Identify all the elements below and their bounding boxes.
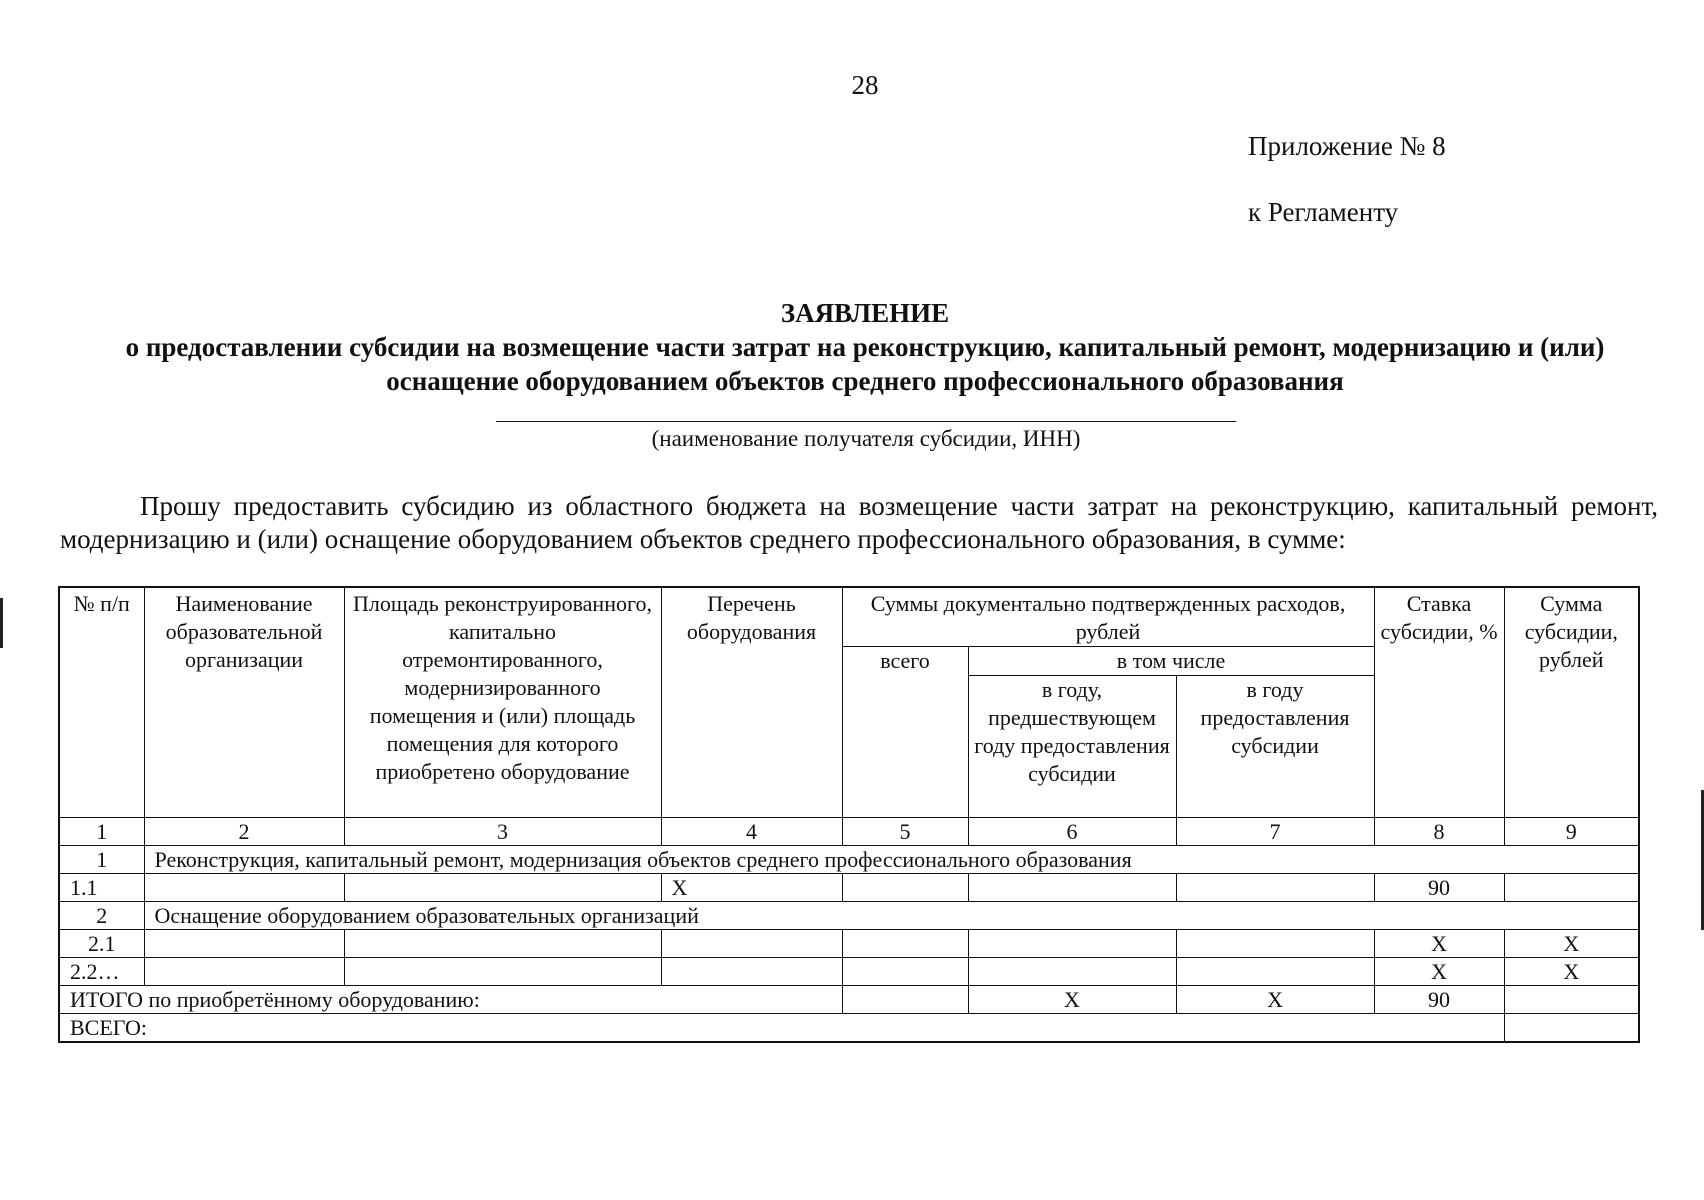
cell-org-name[interactable] [144, 958, 344, 986]
header-num: № п/п [59, 587, 144, 818]
cell-amount[interactable] [1504, 874, 1639, 902]
subsidy-table [58, 586, 1640, 1043]
header-including: в том числе [968, 647, 1374, 676]
cell-org-name[interactable] [144, 874, 344, 902]
title-heading: ЗАЯВЛЕНИЕ [780, 298, 950, 328]
cell-amount: X [1504, 930, 1639, 958]
header-total: всего [842, 647, 968, 818]
header-org-name: Наименование образовательной организации [144, 587, 344, 818]
row-number: 2.1 [59, 930, 144, 958]
section-row-reconstruction [59, 846, 1639, 874]
section-label: Оснащение оборудованием образовательных организаций [144, 902, 1639, 930]
header-rate: Ставка субсидии, % [1374, 587, 1504, 818]
table-row-2-2 [59, 958, 1639, 986]
cell-grant-year[interactable] [1176, 930, 1374, 958]
column-number: 1 [59, 818, 144, 846]
appendix-reference: к Регламенту [1248, 197, 1399, 227]
title-subtitle: о предоставлении субсидии на возмещение части затрат на реконструкцию, капитальный ремонт, модернизацию и (или) оснащение оборудованием объектов среднего профессионального образования [125, 332, 1605, 396]
request-paragraph: Прошу предоставить субсидию из областного бюджета на возмещение части затрат на реконструкцию, капитальный ремонт, модернизацию и (или) оснащение оборудованием объектов среднего профессионального образования, в сумме: [60, 491, 1658, 554]
scan-edge-mark [0, 598, 3, 648]
cell-amount[interactable] [1504, 986, 1639, 1014]
page-number: 28 [851, 70, 879, 100]
cell-total[interactable] [842, 958, 968, 986]
header-equipment: Перечень оборудования [661, 587, 842, 818]
cell-grant-year[interactable] [1176, 958, 1374, 986]
recipient-blank-line[interactable] [496, 421, 1236, 422]
cell-grant-year[interactable] [1176, 874, 1374, 902]
grand-total-row [59, 1014, 1639, 1043]
cell-area[interactable] [344, 958, 661, 986]
cell-rate: 90 [1374, 874, 1504, 902]
table-row-1-1 [59, 874, 1639, 902]
header-prev-year: в году, предшествующем году предоставления субсидии [968, 676, 1176, 818]
row-number: 1.1 [59, 874, 144, 902]
cell-prev-year[interactable] [968, 874, 1176, 902]
recipient-caption: (наименование получателя субсидии, ИНН) [651, 426, 1081, 451]
cell-total[interactable] [842, 930, 968, 958]
appendix-number: Приложение № 8 [1248, 131, 1446, 161]
cell-equipment[interactable] [661, 958, 842, 986]
cell-rate: X [1374, 958, 1504, 986]
column-number: 5 [842, 818, 968, 846]
row-number: 2.2… [59, 958, 144, 986]
total-equipment-row [59, 986, 1639, 1014]
cell-area[interactable] [344, 930, 661, 958]
column-number: 8 [1374, 818, 1504, 846]
cell-prev-year[interactable] [968, 958, 1176, 986]
cell-equipment[interactable] [661, 930, 842, 958]
table-row-2-1 [59, 930, 1639, 958]
header-sums: Суммы документально подтвержденных расходов, рублей [842, 587, 1374, 647]
cell-total[interactable] [842, 874, 968, 902]
cell-prev-year: X [968, 986, 1176, 1014]
cell-rate: 90 [1374, 986, 1504, 1014]
document-title [60, 296, 1670, 398]
column-number: 3 [344, 818, 661, 846]
column-number: 7 [1176, 818, 1374, 846]
column-number: 9 [1504, 818, 1639, 846]
section-number: 2 [59, 902, 144, 930]
cell-total[interactable] [842, 986, 968, 1014]
header-amount: Сумма субсидии, рублей [1504, 587, 1639, 818]
header-grant-year: в году предоставления субсидии [1176, 676, 1374, 818]
header-area: Площадь реконструированного, капитально отремонтированного, модернизированного помещения и (или) площадь помещения для которого приобретено оборудование [344, 587, 661, 818]
column-number: 6 [968, 818, 1176, 846]
grand-total-label: ВСЕГО: [59, 1014, 1504, 1043]
cell-grant-year: X [1176, 986, 1374, 1014]
cell-amount: X [1504, 958, 1639, 986]
total-equipment-label: ИТОГО по приобретённому оборудованию: [59, 986, 842, 1014]
section-number: 1 [59, 846, 144, 874]
cell-prev-year[interactable] [968, 930, 1176, 958]
cell-rate: X [1374, 930, 1504, 958]
cell-equipment: X [661, 874, 842, 902]
column-number: 4 [661, 818, 842, 846]
cell-org-name[interactable] [144, 930, 344, 958]
section-row-equipment [59, 902, 1639, 930]
cell-area[interactable] [344, 874, 661, 902]
cell-grand-total-amount[interactable] [1504, 1014, 1639, 1043]
column-number: 2 [144, 818, 344, 846]
section-label: Реконструкция, капитальный ремонт, модернизация объектов среднего профессионального образования [144, 846, 1639, 874]
